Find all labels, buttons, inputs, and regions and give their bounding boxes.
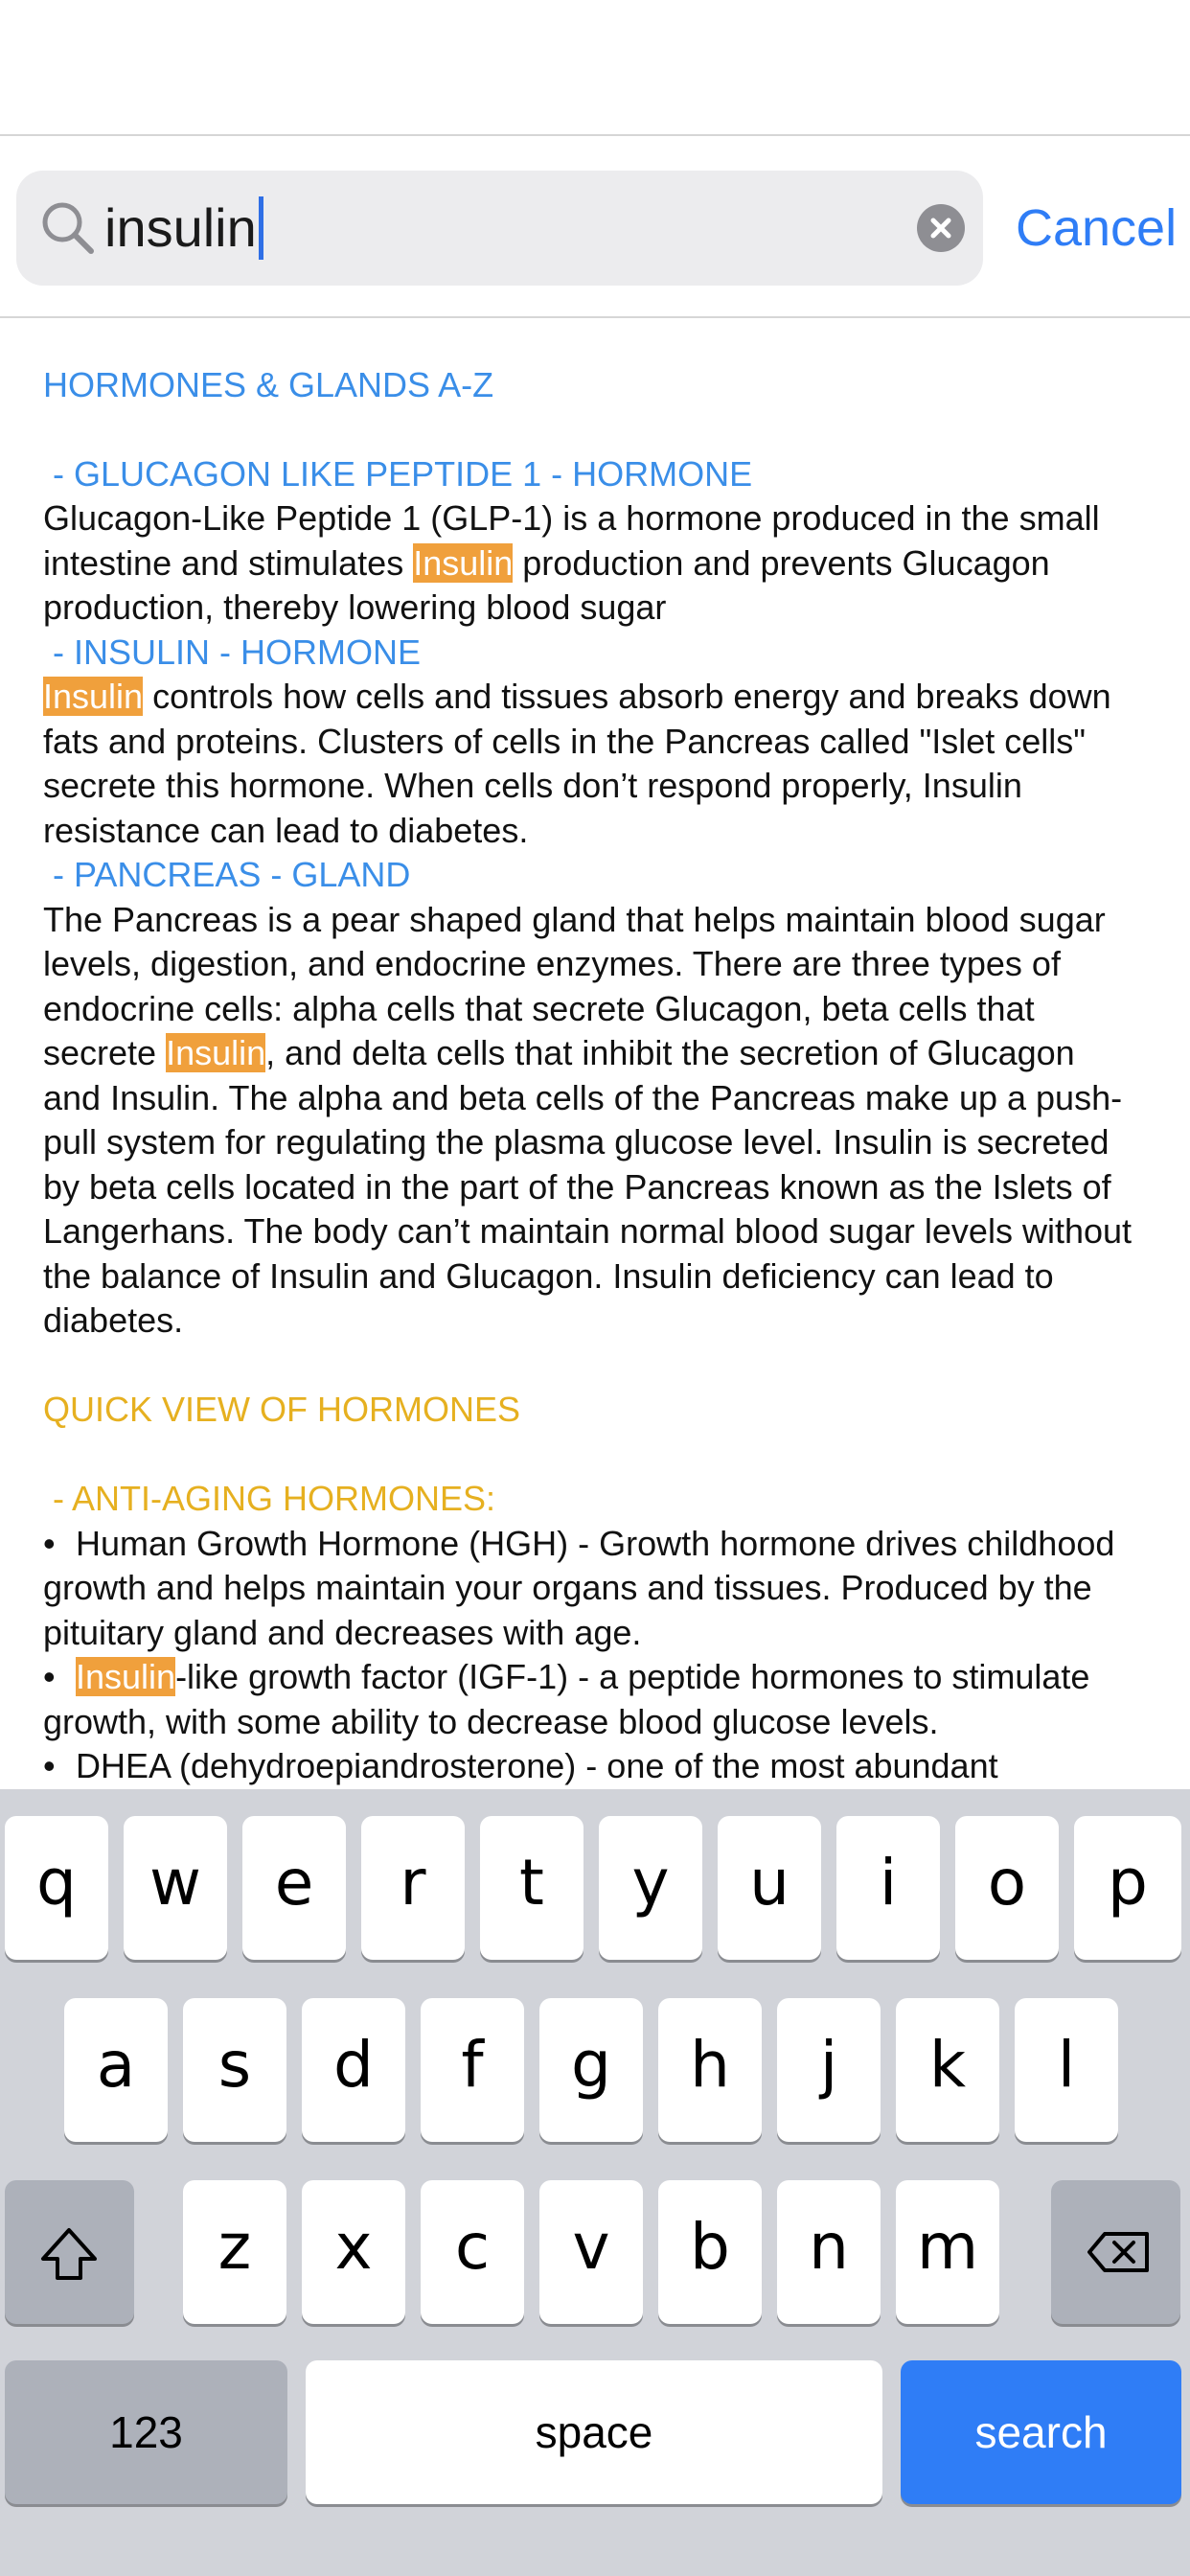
entry-text: production, thereby lowering blood sugar [43, 587, 667, 627]
delete-key[interactable] [1051, 2180, 1180, 2324]
key-w[interactable]: w [124, 1816, 227, 1960]
entry-text: the balance of Insulin and Glucagon. Insulin deficiency can lead to [43, 1255, 1054, 1296]
numbers-key[interactable]: 123 [5, 2360, 287, 2504]
bullet-icon: • [43, 1746, 56, 1785]
search-field[interactable] [16, 171, 983, 286]
section-title-quick-view: QUICK VIEW OF HORMONES [43, 1390, 521, 1429]
entry-text: levels, digestion, and endocrine enzymes. There are three types of [43, 944, 1061, 983]
entry-text: and Insulin. The alpha and beta cells of the Pancreas make up a push- [43, 1077, 1123, 1117]
shift-icon [5, 2180, 134, 2324]
bullet-item: • Insulin-like growth factor (IGF-1) - a peptide hormones to stimulate [43, 1655, 1155, 1700]
bullet-item: • DHEA (dehydroepiandrosterone) - one of the most abundant [43, 1744, 1155, 1789]
entry-text: pituitary gland and decreases with age. [43, 1612, 642, 1652]
key-e[interactable]: e [242, 1816, 346, 1960]
entry-text: by beta cells located in the part of the Pancreas known as the Islets of [43, 1166, 1111, 1207]
keyboard [0, 1789, 1190, 2576]
entry-text: diabetes. [43, 1300, 184, 1340]
entry-text: fats and proteins. Clusters of cells in the Pancreas called "Islet cells" [43, 721, 1087, 761]
backspace-icon [1051, 2180, 1180, 2324]
search-results [43, 318, 1155, 1789]
bullet-icon: • [43, 1657, 56, 1696]
key-k[interactable]: k [896, 1998, 999, 2142]
search-bar [0, 136, 1190, 318]
entry-text: resistance can lead to diabetes. [43, 810, 529, 850]
entry-text: secrete this hormone. When cells don’t respond properly, Insulin [43, 766, 1022, 805]
entry-text: secrete Insulin, and delta cells that inhibit the secretion of Glucagon [43, 1033, 1075, 1072]
key-y[interactable]: y [599, 1816, 702, 1960]
key-r[interactable]: r [361, 1816, 465, 1960]
search-query: insulin [104, 197, 257, 258]
clear-icon [917, 204, 965, 252]
search-input[interactable] [104, 171, 263, 286]
bullet-icon: • [43, 1523, 56, 1563]
key-g[interactable]: g [539, 1998, 643, 2142]
entry-text: growth, with some ability to decrease blood glucose levels. [43, 1701, 939, 1741]
key-v[interactable]: v [539, 2180, 643, 2324]
entry-text: pull system for regulating the plasma glucose level. Insulin is secreted [43, 1122, 1110, 1162]
entry-title-anti-aging[interactable]: - ANTI-AGING HORMONES: [53, 1479, 496, 1518]
entry-title-insulin[interactable]: - INSULIN - HORMONE [53, 632, 422, 672]
entry-title-pancreas[interactable]: - PANCREAS - GLAND [53, 855, 411, 894]
text-caret [259, 196, 263, 260]
key-n[interactable]: n [777, 2180, 881, 2324]
key-a[interactable]: a [64, 1998, 168, 2142]
key-c[interactable]: c [421, 2180, 524, 2324]
entry-text: Insulin controls how cells and tissues absorb energy and breaks down [43, 677, 1111, 716]
search-highlight: Insulin [413, 542, 514, 583]
entry-text: The Pancreas is a pear shaped gland that helps maintain blood sugar [43, 899, 1106, 939]
key-h[interactable]: h [658, 1998, 762, 2142]
key-x[interactable]: x [302, 2180, 405, 2324]
key-o[interactable]: o [955, 1816, 1059, 1960]
space-key[interactable]: space [306, 2360, 882, 2504]
section-title-hormones-glands: HORMONES & GLANDS A-Z [43, 364, 494, 404]
search-icon [37, 197, 99, 259]
search-highlight: Insulin [166, 1033, 266, 1072]
key-l[interactable]: l [1015, 1998, 1118, 2142]
entry-title-glp1[interactable]: - GLUCAGON LIKE PEPTIDE 1 - HORMONE [53, 453, 753, 494]
clear-search-button[interactable] [917, 204, 965, 252]
search-highlight: Insulin [43, 677, 144, 716]
key-q[interactable]: q [5, 1816, 108, 1960]
cancel-button[interactable]: Cancel [1016, 199, 1178, 257]
key-i[interactable]: i [836, 1816, 940, 1960]
bullet-item: • Human Growth Hormone (HGH) - Growth hormone drives childhood [43, 1522, 1155, 1567]
key-f[interactable]: f [421, 1998, 524, 2142]
key-j[interactable]: j [777, 1998, 881, 2142]
entry-text: Langerhans. The body can’t maintain normal blood sugar levels without [43, 1211, 1133, 1251]
key-b[interactable]: b [658, 2180, 762, 2324]
shift-key[interactable] [5, 2180, 134, 2324]
key-d[interactable]: d [302, 1998, 405, 2142]
key-t[interactable]: t [480, 1816, 584, 1960]
entry-text: intestine and stimulates Insulin production and prevents Glucagon [43, 542, 1050, 583]
key-p[interactable]: p [1074, 1816, 1181, 1960]
search-highlight: Insulin [76, 1657, 176, 1696]
key-z[interactable]: z [183, 2180, 286, 2324]
key-m[interactable]: m [896, 2180, 999, 2324]
key-s[interactable]: s [183, 1998, 286, 2142]
status-bar [0, 0, 1190, 136]
search-key[interactable]: search [901, 2360, 1181, 2504]
entry-text: Glucagon-Like Peptide 1 (GLP-1) is a hormone produced in the small [43, 498, 1100, 538]
entry-text: growth and helps maintain your organs and tissues. Produced by the [43, 1568, 1092, 1607]
key-u[interactable]: u [718, 1816, 821, 1960]
entry-text: endocrine cells: alpha cells that secrete Glucagon, beta cells that [43, 988, 1035, 1028]
